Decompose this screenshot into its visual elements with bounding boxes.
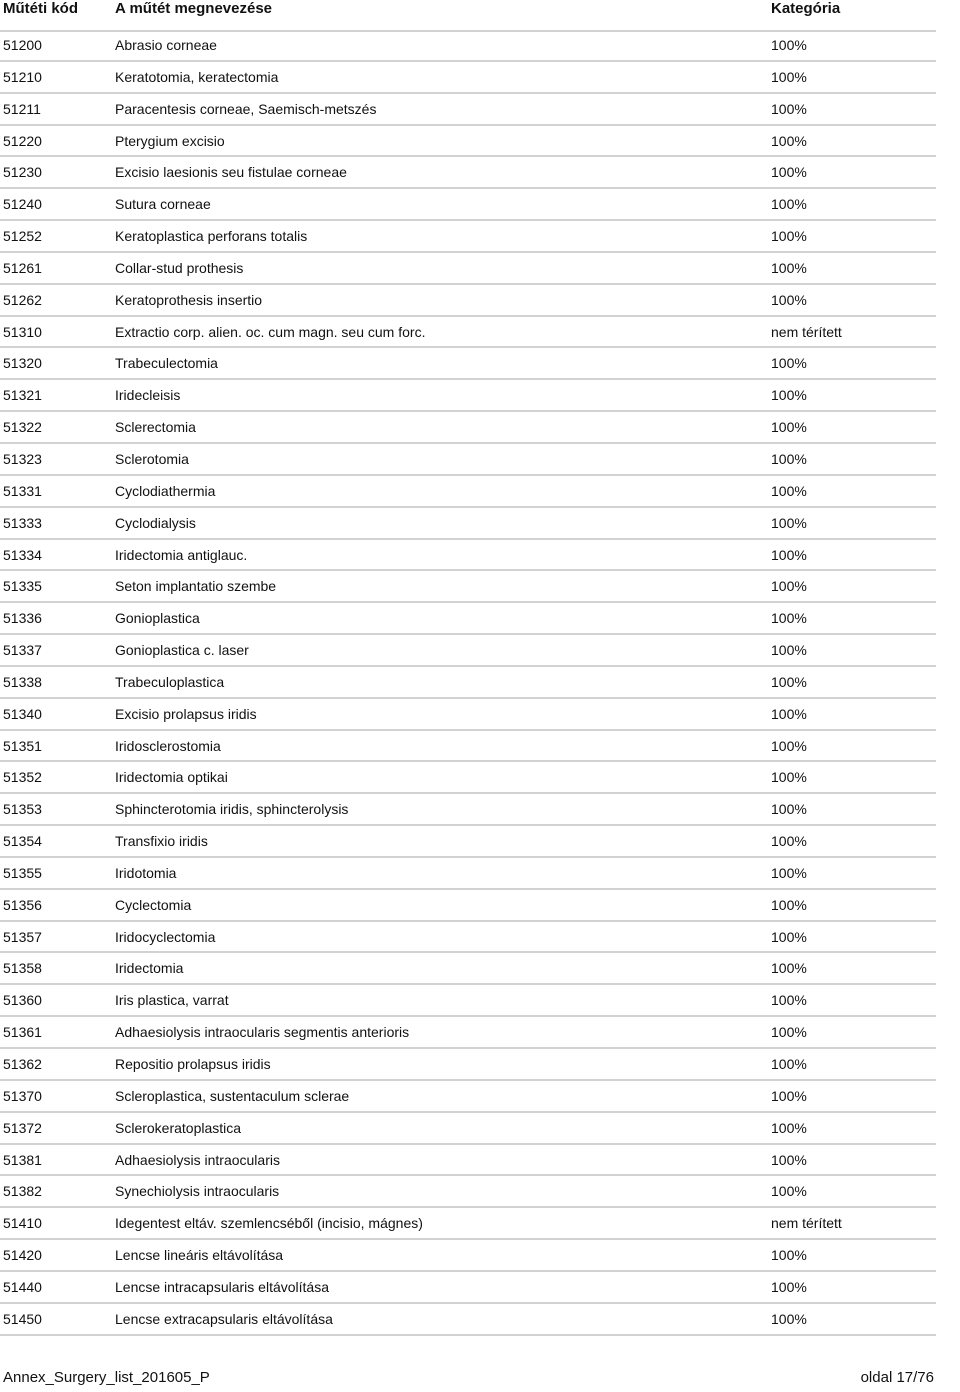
table-row <box>0 603 936 635</box>
row-category: 100% <box>771 1024 807 1041</box>
row-code: 51220 <box>3 132 42 149</box>
row-name: Sphincterotomia iridis, sphincterolysis <box>115 801 349 818</box>
row-category: 100% <box>771 960 807 977</box>
row-code: 51420 <box>3 1247 42 1264</box>
table-body <box>0 30 936 1336</box>
row-code: 51382 <box>3 1183 42 1200</box>
table-row <box>0 285 936 317</box>
row-category: 100% <box>771 610 807 627</box>
column-header-category: Kategória <box>771 0 841 17</box>
row-name: Keratoplastica perforans totalis <box>115 228 308 245</box>
row-name: Trabeculoplastica <box>115 673 225 690</box>
row-code: 51360 <box>3 992 42 1009</box>
row-code: 51381 <box>3 1151 42 1168</box>
row-name: Trabeculectomia <box>115 355 218 372</box>
row-name: Sclerokeratoplastica <box>115 1119 242 1136</box>
table-row <box>0 858 936 890</box>
row-code: 51355 <box>3 864 42 881</box>
row-name: Adhaesiolysis intraocularis <box>115 1151 280 1168</box>
row-category: 100% <box>771 355 807 372</box>
row-category: 100% <box>771 1119 807 1136</box>
row-category: 100% <box>771 1056 807 1072</box>
row-category: 100% <box>771 1087 807 1104</box>
table-row <box>0 444 936 476</box>
row-category: 100% <box>771 769 807 786</box>
row-name: Cyclodialysis <box>115 514 196 531</box>
row-name: Extractio corp. alien. oc. cum magn. seu cum forc. <box>115 323 426 340</box>
row-category: 100% <box>771 1151 807 1168</box>
row-category: 100% <box>771 291 807 308</box>
row-category: 100% <box>771 992 807 1009</box>
table-row <box>0 699 936 731</box>
row-code: 51262 <box>3 291 42 308</box>
row-category: nem térített <box>771 323 842 340</box>
row-name: Excisio prolapsus iridis <box>115 705 257 722</box>
table-row <box>0 985 936 1017</box>
row-code: 51410 <box>3 1215 42 1232</box>
row-name: Iridectomia optikai <box>115 769 228 786</box>
row-name: Sutura corneae <box>115 196 211 213</box>
row-name: Iridecleisis <box>115 387 181 404</box>
row-category: 100% <box>771 642 807 659</box>
row-code: 51337 <box>3 642 42 659</box>
row-name: Lencse lineáris eltávolítása <box>115 1247 284 1264</box>
row-name: Seton implantatio szembe <box>115 578 277 595</box>
table-row <box>0 890 936 922</box>
row-code: 51353 <box>3 801 42 818</box>
row-code: 51361 <box>3 1024 42 1041</box>
row-name: Iridectomia <box>115 960 184 977</box>
column-header-code: Műtéti kód <box>3 0 78 17</box>
row-code: 51340 <box>3 705 42 722</box>
row-category: 100% <box>771 37 807 53</box>
table-header <box>0 0 936 32</box>
table-row <box>0 922 936 954</box>
row-code: 51351 <box>3 737 42 754</box>
row-category: 100% <box>771 737 807 754</box>
row-name: Gonioplastica <box>115 610 200 627</box>
row-code: 51210 <box>3 68 42 85</box>
row-code: 51334 <box>3 546 42 563</box>
row-name: Cyclodiathermia <box>115 482 216 499</box>
row-name: Sclerotomia <box>115 450 189 467</box>
row-name: Pterygium excisio <box>115 132 225 149</box>
table-row <box>0 794 936 826</box>
document-name: Annex_Surgery_list_201605_P <box>3 1369 210 1386</box>
row-category: 100% <box>771 100 807 117</box>
row-name: Lencse intracapsularis eltávolítása <box>115 1278 330 1295</box>
row-name: Cyclectomia <box>115 896 192 913</box>
table-row <box>0 1208 936 1240</box>
table-row <box>0 476 936 508</box>
row-category: 100% <box>771 228 807 245</box>
table-row <box>0 508 936 540</box>
table-row <box>0 1049 936 1081</box>
table-row <box>0 540 936 572</box>
table-row <box>0 317 936 349</box>
row-name: Sclerectomia <box>115 419 196 436</box>
table-row <box>0 62 936 94</box>
row-name: Iridocyclectomia <box>115 928 216 945</box>
table-row <box>0 1081 936 1113</box>
row-category: 100% <box>771 482 807 499</box>
row-code: 51336 <box>3 610 42 627</box>
row-name: Iridectomia antiglauc. <box>115 546 248 563</box>
row-category: 100% <box>771 864 807 881</box>
row-category: 100% <box>771 1247 807 1264</box>
table-row <box>0 189 936 221</box>
row-category: 100% <box>771 705 807 722</box>
row-category: 100% <box>771 164 807 181</box>
row-name: Lencse extracapsularis eltávolítása <box>115 1310 333 1327</box>
row-category: 100% <box>771 578 807 595</box>
table-row <box>0 731 936 763</box>
table-row <box>0 94 936 126</box>
row-name: Abrasio corneae <box>115 37 217 53</box>
table-row <box>0 667 936 699</box>
row-name: Repositio prolapsus iridis <box>115 1056 271 1072</box>
row-code: 51320 <box>3 355 42 372</box>
row-name: Keratoprothesis insertio <box>115 291 263 308</box>
row-category: 100% <box>771 387 807 404</box>
row-code: 51335 <box>3 578 42 595</box>
row-category: 100% <box>771 514 807 531</box>
table-row <box>0 157 936 189</box>
table-row <box>0 1017 936 1049</box>
row-category: 100% <box>771 1310 807 1327</box>
table-row <box>0 1272 936 1304</box>
table-row <box>0 221 936 253</box>
row-code: 51440 <box>3 1278 42 1295</box>
page-number: oldal 17/76 <box>860 1369 934 1386</box>
table-row <box>0 571 936 603</box>
row-category: 100% <box>771 1183 807 1200</box>
row-code: 51200 <box>3 37 42 53</box>
table-row <box>0 126 936 158</box>
row-category: 100% <box>771 132 807 149</box>
row-name: Adhaesiolysis intraocularis segmentis anterioris <box>115 1024 410 1041</box>
row-code: 51252 <box>3 228 42 245</box>
row-category: 100% <box>771 546 807 563</box>
row-category: 100% <box>771 450 807 467</box>
table-row <box>0 348 936 380</box>
row-category: 100% <box>771 419 807 436</box>
table-row <box>0 635 936 667</box>
row-code: 51372 <box>3 1119 42 1136</box>
row-code: 51331 <box>3 482 42 499</box>
row-name: Keratotomia, keratectomia <box>115 68 279 85</box>
row-code: 51230 <box>3 164 42 181</box>
row-name: Iridosclerostomia <box>115 737 221 754</box>
table-row <box>0 953 936 985</box>
row-code: 51322 <box>3 419 42 436</box>
row-category: 100% <box>771 1278 807 1295</box>
row-code: 51338 <box>3 673 42 690</box>
table-row <box>0 1113 936 1145</box>
row-code: 51310 <box>3 323 42 340</box>
row-category: nem térített <box>771 1215 842 1232</box>
table-row <box>0 380 936 412</box>
page-footer <box>0 1369 934 1391</box>
table-row <box>0 30 936 62</box>
row-category: 100% <box>771 928 807 945</box>
row-name: Idegentest eltáv. szemlencséből (incisio, mágnes) <box>115 1215 423 1232</box>
table-row <box>0 762 936 794</box>
row-name: Gonioplastica c. laser <box>115 642 249 659</box>
table-row <box>0 1304 936 1336</box>
row-code: 51323 <box>3 450 42 467</box>
row-code: 51356 <box>3 896 42 913</box>
row-code: 51352 <box>3 769 42 786</box>
row-code: 51211 <box>3 100 41 117</box>
row-category: 100% <box>771 833 807 850</box>
row-code: 51261 <box>3 259 42 276</box>
row-category: 100% <box>771 673 807 690</box>
row-name: Excisio laesionis seu fistulae corneae <box>115 164 347 181</box>
table-row <box>0 1176 936 1208</box>
row-code: 51321 <box>3 387 42 404</box>
table-row <box>0 1145 936 1177</box>
row-name: Iris plastica, varrat <box>115 992 229 1009</box>
row-name: Scleroplastica, sustentaculum sclerae <box>115 1087 350 1104</box>
row-code: 51358 <box>3 960 42 977</box>
row-name: Paracentesis corneae, Saemisch-metszés <box>115 100 377 117</box>
row-category: 100% <box>771 801 807 818</box>
row-category: 100% <box>771 896 807 913</box>
table-row <box>0 412 936 444</box>
row-name: Transfixio iridis <box>115 833 208 850</box>
row-code: 51370 <box>3 1087 42 1104</box>
table-row <box>0 826 936 858</box>
row-name: Iridotomia <box>115 864 177 881</box>
row-category: 100% <box>771 259 807 276</box>
row-code: 51354 <box>3 833 42 850</box>
row-code: 51450 <box>3 1310 42 1327</box>
row-category: 100% <box>771 196 807 213</box>
row-code: 51362 <box>3 1056 42 1072</box>
row-name: Synechiolysis intraocularis <box>115 1183 280 1200</box>
row-code: 51240 <box>3 196 42 213</box>
table-row <box>0 1240 936 1272</box>
row-name: Collar-stud prothesis <box>115 259 244 276</box>
table-row <box>0 253 936 285</box>
row-category: 100% <box>771 68 807 85</box>
column-header-name: A műtét megnevezése <box>115 0 273 17</box>
row-code: 51357 <box>3 928 42 945</box>
row-code: 51333 <box>3 514 42 531</box>
